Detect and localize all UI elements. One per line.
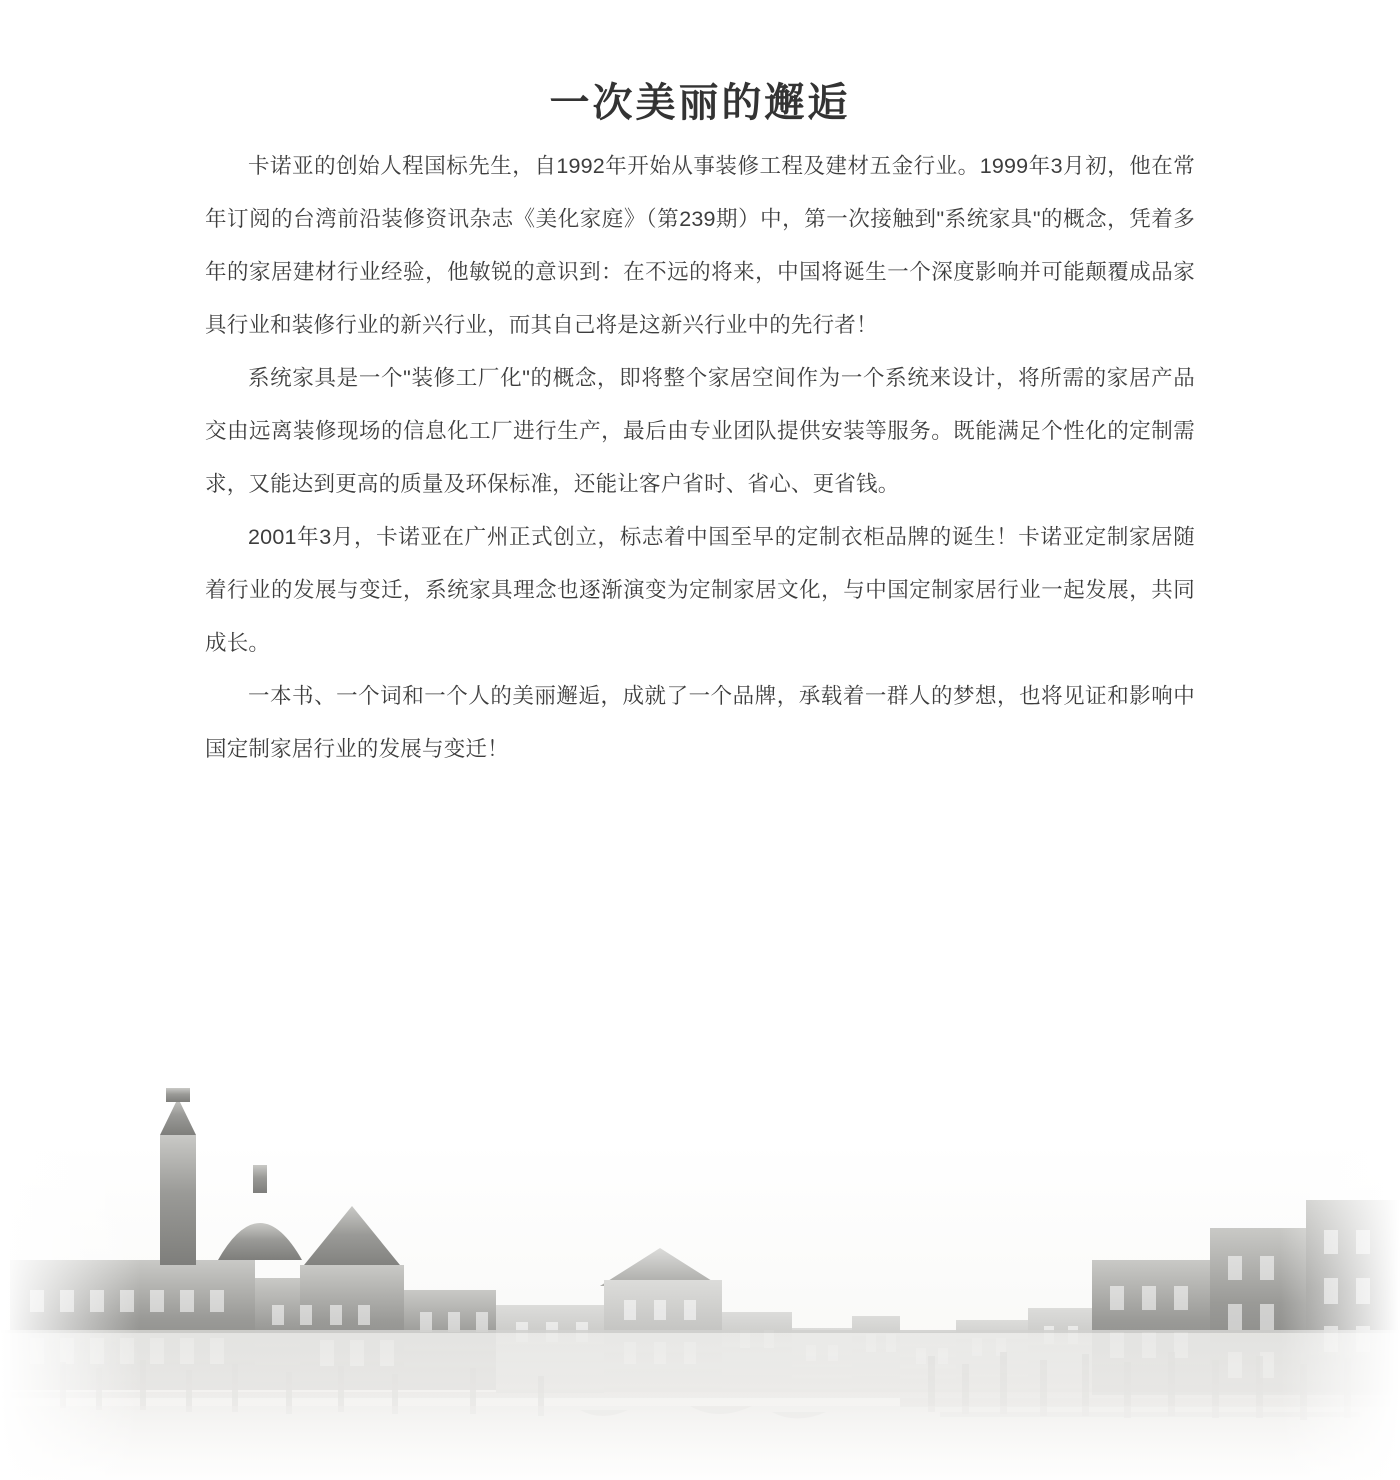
article-body [205, 140, 1195, 776]
paragraph-2: 系统家具是一个"装修工厂化"的概念，即将整个家居空间作为一个系统来设计，将所需的家居产品交由远离装修现场的信息化工厂进行生产，最后由专业团队提供安装等服务。既能满足个性化的定制需求，又能达到更高的质量及环保标准，还能让客户省时、省心、更省钱。 [205, 366, 1195, 496]
paragraph-4: 一本书、一个词和一个人的美丽邂逅，成就了一个品牌，承载着一群人的梦想，也将见证和影响中国定制家居行业的发展与变迁！ [205, 684, 1195, 761]
water-surface [0, 1330, 1400, 1480]
page-title: 一次美丽的邂逅 [549, 80, 851, 125]
paragraph-1: 卡诺亚的创始人程国标先生，自1992年开始从事装修工程及建材五金行业。1999年3月初，他在常年订阅的台湾前沿装修资讯杂志《美化家庭》（第239期）中，第一次接触到"系统家具"的概念，凭着多年的家居建材行业经验，他敏锐的意识到：在不远的将来，中国将诞生一个深度影响并可能颠覆成品家具行业和装修行业的新兴行业，而其自己将是这新兴行业中的先行者！ [205, 154, 1195, 337]
venice-skyline-illustration [0, 960, 1400, 1480]
paragraph-3: 2001年3月，卡诺亚在广州正式创立，标志着中国至早的定制衣柜品牌的诞生！卡诺亚定制家居随着行业的发展与变迁，系统家具理念也逐渐演变为定制家居文化，与中国定制家居行业一起发展，共同成长。 [205, 525, 1195, 655]
